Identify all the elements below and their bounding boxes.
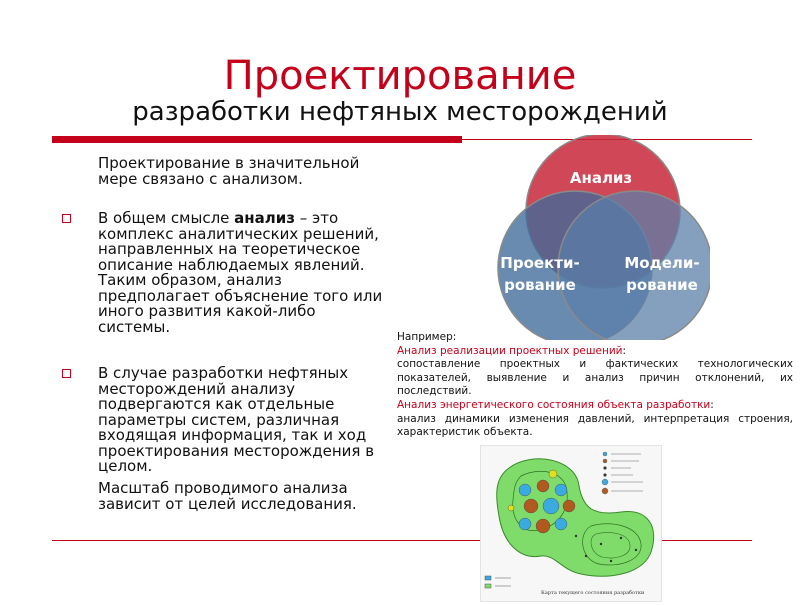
examples-block — [397, 331, 793, 440]
oilfield-map-drawing — [481, 446, 661, 601]
venn-label-design-line1: Проекти- — [500, 254, 580, 272]
scale-note-paragraph: Масштаб проводимого анализа зависит от целей исследования. — [98, 479, 357, 513]
bullet-1-text-end: – это комплекс аналитических решений, направленных на теоретическое описание наблюдаемых явлений. Таким образом, анализ предполагает объяснение того или иного развития какой-либо системы. — [98, 209, 383, 336]
bullet-marker-2 — [62, 369, 71, 378]
examples-text-2: анализ динамики изменения давлений, интерпретация строения, характеристик объекта. — [397, 412, 793, 439]
page-subtitle: разработки нефтяных месторождений — [132, 97, 668, 127]
venn-label-analysis: Анализ — [569, 169, 633, 187]
bullet-marker-1 — [62, 214, 71, 223]
bullet-1-bold-term: анализ — [234, 209, 295, 227]
page-title: Проектирование — [223, 53, 577, 99]
venn-label-modeling-line1: Модели- — [624, 254, 700, 272]
examples-intro: Например: — [397, 331, 457, 343]
bullet-paragraph-2: В случае разработки нефтяных месторождений анализу подвергаются как отдельные параметры систем, различная входящая информация, так и ход проектирования месторождения в целом. — [98, 364, 375, 475]
bullet-paragraph-1 — [98, 211, 388, 335]
examples-heading-1: Анализ реализации проектных решений — [397, 344, 623, 357]
map-caption: Карта текущего состояния разработки — [541, 590, 645, 596]
venn-label-design-line2: рование — [504, 276, 576, 294]
bullet-1-text-start: В общем смысле — [98, 209, 235, 227]
venn-label-modeling-line2: рование — [626, 276, 698, 294]
examples-text-1: сопоставление проектных и фактических технологических показателей, выявление и анализ причин отклонений, их последствий. — [397, 358, 793, 398]
examples-heading-1-line: Анализ реализации проектных решений: — [397, 344, 627, 357]
examples-heading-2: Анализ энергетического состояния объекта разработки — [397, 398, 711, 411]
intro-paragraph: Проектирование в значительной мере связано с анализом. — [98, 154, 360, 188]
examples-heading-2-line: Анализ энергетического состояния объекта разработки: — [397, 398, 714, 411]
venn-diagram — [490, 135, 710, 340]
oilfield-map-image — [480, 445, 662, 602]
